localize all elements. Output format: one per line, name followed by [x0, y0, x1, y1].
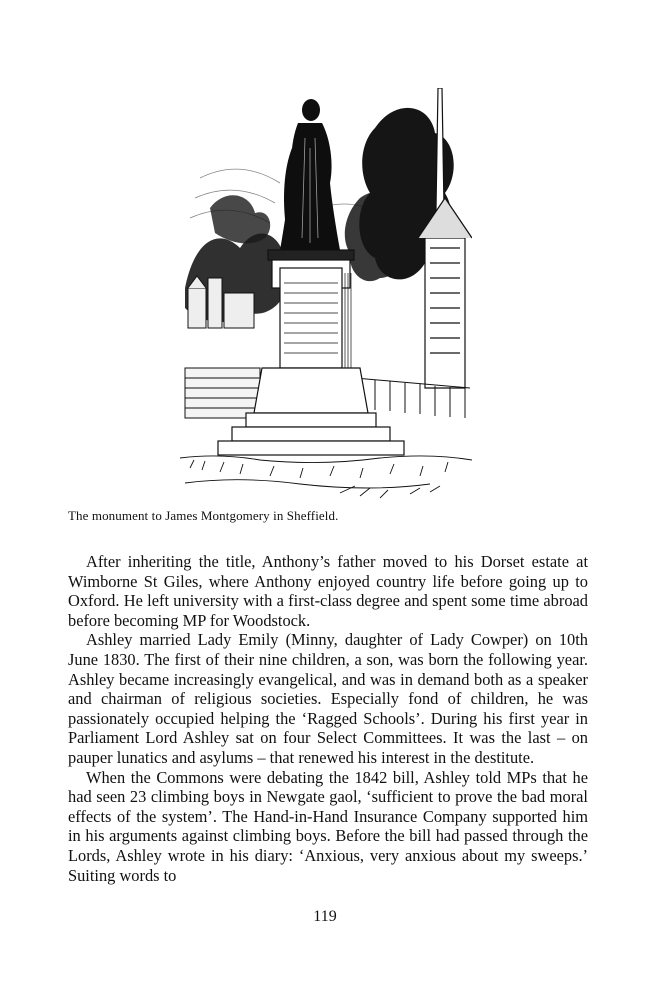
monument-illustration: [180, 88, 472, 504]
figure-caption: The monument to James Montgomery in Sheffield.: [68, 508, 339, 523]
paragraph: Ashley married Lady Emily (Minny, daughter of Lady Cowper) on 10th June 1830. The first of their nine children, a son, was born the following year. Ashley became increasingly evangelical, and was in demand both as a speaker and chairman of religious societies. Especially fond of children, he was passionately occupied helping the ‘Ragged Schools’. During his first year in Parliament Lord Ashley sat on four Select Committees. It was the last – on pauper lunatics and asylums – that renewed his interest in the destitute.: [68, 630, 588, 767]
statue-monument-engraving-icon: [180, 88, 472, 504]
paragraph: After inheriting the title, Anthony’s father moved to his Dorset estate at Wimborne St Giles, where Anthony enjoyed country life before going up to Oxford. He left university with a first-class degree and spent some time abroad before becoming MP for Woodstock.: [68, 552, 588, 630]
page-number: 119: [313, 908, 337, 925]
body-text: [68, 552, 588, 885]
paragraph: When the Commons were debating the 1842 bill, Ashley told MPs that he had seen 23 climbing boys in Newgate gaol, ‘sufficient to prove the bad moral effects of the system’. The Hand-in-Hand Insurance Company supported him in his arguments against climbing boys. Before the bill had passed through the Lords, Ashley wrote in his diary: ‘Anxious, very anxious about my sweeps.’ Suiting words to: [68, 767, 588, 885]
